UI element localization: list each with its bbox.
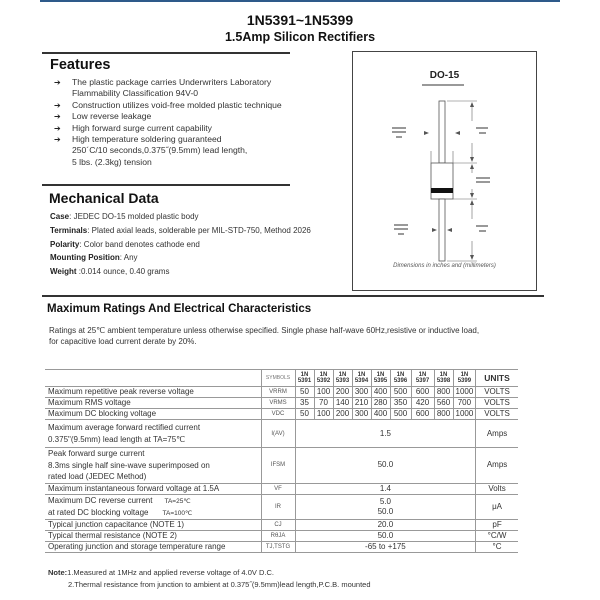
row-unit: °C — [476, 541, 518, 552]
row-description: Typical junction capacitance (NOTE 1) — [45, 519, 261, 530]
row-description: Maximum RMS voltage — [45, 398, 261, 409]
units-header: UNITS — [476, 370, 518, 387]
feature-item — [52, 123, 342, 134]
row-description: Peak forward surge current 8.3ms single half sine-wave superimposed on rated load (JEDEC Method) — [45, 448, 261, 484]
cell-value: 300 — [352, 387, 371, 398]
note-2: 2.Thermal resistance from junction to ambient at 0.375˝(9.5mm)lead length,P.C.B. mounted — [68, 580, 371, 589]
part-header: 1N 5395 — [371, 370, 390, 387]
mech-polarity — [50, 240, 350, 254]
arrow-bullet-icon: ➔ — [54, 100, 61, 110]
row-symbol: I(AV) — [261, 420, 295, 448]
table-row-vdc — [45, 409, 518, 420]
table-row-vrrm — [45, 387, 518, 398]
row-description: Maximum DC blocking voltage — [45, 409, 261, 420]
part-header: 1N 5393 — [333, 370, 352, 387]
cell-value: 700 — [453, 398, 476, 409]
cell-value: -65 to +175 — [295, 541, 476, 552]
mech-label: Mounting Position — [50, 253, 120, 263]
part-header: 1N 5391 — [295, 370, 314, 387]
cell-value: 50 — [295, 387, 314, 398]
cell-value: 420 — [411, 398, 434, 409]
row-symbol: VRRM — [261, 387, 295, 398]
arrow-bullet-icon: ➔ — [54, 135, 61, 145]
cell-value: 50.0 — [295, 448, 476, 484]
part-header: 1N 5398 — [434, 370, 453, 387]
features-list — [52, 77, 342, 168]
symbols-header: SYMBOLS — [261, 370, 295, 387]
cell-value: 200 — [333, 387, 352, 398]
feature-item — [52, 111, 342, 122]
feature-text-cont: Flammability Classification 94V-0 — [72, 88, 199, 99]
header-blank — [45, 370, 261, 387]
page-title: 1N5391~1N5399 — [246, 12, 354, 28]
ratings-text-line: for capacitive load current derate by 20%. — [49, 337, 197, 346]
table-row-iav — [45, 420, 518, 448]
arrow-bullet-icon: ➔ — [54, 78, 61, 87]
row-unit: VOLTS — [476, 387, 518, 398]
cell-value: 100 — [314, 387, 333, 398]
diode-body — [431, 163, 453, 199]
part-header: 1N 5396 — [390, 370, 411, 387]
cell-value: 800 — [434, 409, 453, 420]
cell-value: 300 — [352, 409, 371, 420]
arrow-bullet-icon: ➔ — [54, 112, 61, 122]
row-symbol: VF — [261, 483, 295, 494]
arrow-bullet-icon: ➔ — [54, 123, 61, 133]
features-rule — [42, 52, 290, 54]
cell-value: 600 — [411, 409, 434, 420]
row-symbol: IFSM — [261, 448, 295, 484]
feature-item — [52, 77, 342, 100]
do15-outline-drawing — [352, 51, 537, 291]
cell-value: 1000 — [453, 387, 476, 398]
row-description: Maximum repetitive peak reverse voltage — [45, 387, 261, 398]
mech-label: Polarity — [50, 239, 80, 249]
bottom-lead — [439, 199, 445, 261]
cell-value: 50.0 — [295, 530, 476, 541]
row-unit: pF — [476, 519, 518, 530]
cell-value: 200 — [333, 409, 352, 420]
ratings-text-line: Ratings at 25℃ ambient temperature unless otherwise specified. Single phase half-wave 60Hz,resistive or inductive load, — [49, 326, 480, 335]
table-row-vrms — [45, 398, 518, 409]
mech-weight — [50, 267, 350, 281]
notes-label: Note: — [48, 568, 68, 577]
mech-label: Terminals — [50, 225, 88, 235]
cell-value: 100 — [314, 409, 333, 420]
mech-value: : JEDEC DO-15 molded plastic body — [69, 212, 199, 221]
cell-value: 210 — [352, 398, 371, 409]
cell-value: 280 — [371, 398, 390, 409]
note-1: 1.Measured at 1MHz and applied reverse voltage of 4.0V D.C. — [67, 568, 274, 577]
mech-value: : Any — [119, 253, 138, 263]
cell-value: 800 — [434, 387, 453, 398]
top-lead — [439, 101, 445, 163]
row-symbol: IR — [261, 494, 295, 519]
mech-value: :0.014 ounce, 0.40 grams — [76, 267, 170, 277]
feature-text-cont: 5 lbs. (2.3kg) tension — [72, 156, 152, 167]
part-header: 1N 5397 — [411, 370, 434, 387]
mech-mounting — [50, 253, 350, 267]
cell-value: 35 — [295, 398, 314, 409]
mech-case — [50, 212, 350, 226]
row-description: Maximum instantaneous forward voltage at 1.5A — [45, 483, 261, 494]
cell-value: 50 — [295, 409, 314, 420]
feature-text: Low reverse leakage — [72, 111, 152, 122]
features-heading: Features — [50, 57, 111, 73]
row-description: Maximum DC reverse current TA=25℃ at rated DC blocking voltage TA=100℃ — [45, 494, 261, 519]
row-symbol: VDC — [261, 409, 295, 420]
feature-text: The plastic package carries Underwriters Laboratory — [72, 77, 272, 87]
mech-value: : Plated axial leads, solderable per MIL-STD-750, Method 2026 — [87, 225, 311, 235]
cell-value: 560 — [434, 398, 453, 409]
row-symbol: TJ,TSTG — [261, 541, 295, 552]
row-unit: Amps — [476, 420, 518, 448]
row-symbol: CJ — [261, 519, 295, 530]
mech-value: : Color band denotes cathode end — [79, 239, 200, 249]
row-unit: Volts — [476, 483, 518, 494]
cell-value: 350 — [390, 398, 411, 409]
ratings-table — [45, 369, 518, 553]
feature-item — [52, 134, 342, 168]
cell-value: 500 — [390, 387, 411, 398]
mech-label: Case — [50, 212, 70, 221]
cell-value: 1.4 — [295, 483, 476, 494]
cell-value: 1.5 — [295, 420, 476, 448]
ratings-heading: Maximum Ratings And Electrical Characteristics — [47, 303, 312, 315]
cell-value: 400 — [371, 409, 390, 420]
ratings-rule — [42, 295, 544, 297]
cell-value: 1000 — [453, 409, 476, 420]
cell-value: 140 — [333, 398, 352, 409]
cell-value: 20.0 — [295, 519, 476, 530]
cell-value: 500 — [390, 409, 411, 420]
row-symbol: RθJA — [261, 530, 295, 541]
mechanical-list — [50, 212, 350, 281]
mechanical-heading: Mechanical Data — [49, 190, 159, 206]
feature-text: High forward surge current capability — [72, 122, 212, 133]
row-description: Operating junction and storage temperature range — [45, 541, 261, 552]
row-description: Maximum average forward rectified current 0.375"(9.5mm) lead length at TA=75℃ — [45, 420, 261, 448]
table-header-row — [45, 370, 518, 387]
table-row-vf — [45, 483, 518, 494]
cell-value: 5.0 50.0 — [295, 494, 476, 519]
ratings-conditions — [49, 325, 569, 347]
feature-text: Construction utilizes void-free molded plastic technique — [72, 99, 282, 110]
notes — [48, 567, 568, 591]
table-row-temp — [45, 541, 518, 552]
row-unit: VOLTS — [476, 398, 518, 409]
table-row-ifsm — [45, 448, 518, 484]
table-row-rth — [45, 530, 518, 541]
table-row-ir — [45, 494, 518, 519]
mechanical-rule — [42, 184, 290, 186]
feature-text-cont: 250´C/10 seconds,0.375˝(9.5mm) lead length, — [72, 145, 248, 156]
part-header: 1N 5399 — [453, 370, 476, 387]
row-unit: Amps — [476, 448, 518, 484]
mech-terminals — [50, 226, 350, 240]
part-header: 1N 5392 — [314, 370, 333, 387]
table-row-cj — [45, 519, 518, 530]
cathode-band — [431, 188, 453, 193]
mech-label: Weight — [50, 267, 77, 277]
cell-value: 600 — [411, 387, 434, 398]
page-subtitle: 1.5Amp Silicon Rectifiers — [224, 30, 376, 44]
part-header: 1N 5394 — [352, 370, 371, 387]
row-symbol: VRMS — [261, 398, 295, 409]
cell-value: 400 — [371, 387, 390, 398]
row-unit: °C/W — [476, 530, 518, 541]
row-unit: VOLTS — [476, 409, 518, 420]
dimensions-caption: Dimensions in inches and (millimeters) — [393, 263, 496, 269]
feature-text: High temperature soldering guaranteed — [72, 134, 222, 145]
cell-value: 70 — [314, 398, 333, 409]
package-title: DO-15 — [429, 70, 460, 81]
row-unit: μA — [476, 494, 518, 519]
row-description: Typical thermal resistance (NOTE 2) — [45, 530, 261, 541]
top-rule — [40, 0, 560, 2]
feature-item — [52, 100, 342, 111]
